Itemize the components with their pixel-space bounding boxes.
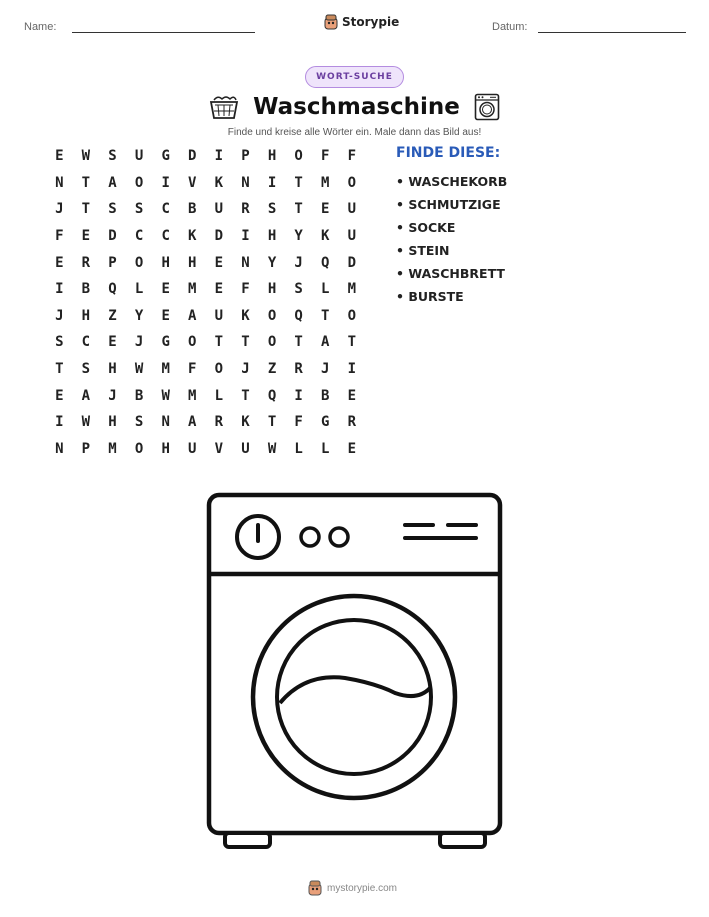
grid-cell[interactable]: I — [267, 174, 277, 191]
grid-cell[interactable]: K — [214, 174, 224, 191]
grid-cell[interactable]: O — [267, 334, 277, 351]
storypie-mascot-icon — [324, 14, 338, 30]
grid-cell[interactable]: J — [108, 387, 117, 404]
grid-cell[interactable]: B — [134, 387, 144, 404]
grid-cell[interactable]: B — [188, 201, 197, 218]
grid-cell[interactable]: W — [161, 387, 170, 404]
grid-cell[interactable]: C — [134, 228, 144, 245]
grid-cell[interactable]: J — [134, 334, 144, 351]
word-list — [396, 145, 507, 308]
grid-cell[interactable]: N — [55, 440, 64, 457]
grid-cell[interactable]: R — [214, 414, 224, 431]
grid-cell[interactable]: L — [321, 281, 330, 298]
grid-cell[interactable]: W — [267, 440, 277, 457]
grid-cell[interactable]: P — [241, 148, 250, 165]
grid-cell[interactable]: Y — [267, 254, 277, 271]
brand-name: Storypie — [342, 15, 400, 29]
grid-cell[interactable]: O — [134, 174, 144, 191]
grid-cell[interactable]: L — [321, 440, 330, 457]
grid-cell[interactable]: W — [81, 414, 91, 431]
grid-cell[interactable]: T — [81, 201, 91, 218]
grid-cell[interactable]: F — [55, 228, 64, 245]
grid-cell[interactable]: Q — [108, 281, 117, 298]
washing-machine-icon — [474, 93, 500, 121]
grid-cell[interactable]: D — [214, 228, 224, 245]
grid-cell[interactable]: U — [214, 201, 224, 218]
grid-cell[interactable]: H — [267, 281, 277, 298]
grid-cell[interactable]: U — [347, 201, 357, 218]
grid-cell[interactable]: E — [55, 254, 64, 271]
grid-cell[interactable]: A — [321, 334, 330, 351]
grid-cell[interactable]: G — [161, 148, 170, 165]
grid-cell[interactable]: Y — [294, 228, 303, 245]
grid-cell[interactable]: N — [241, 174, 250, 191]
grid-cell[interactable]: P — [108, 254, 117, 271]
grid-cell[interactable]: Q — [294, 307, 303, 324]
grid-cell[interactable]: T — [241, 387, 250, 404]
grid-cell[interactable]: A — [188, 307, 197, 324]
date-label: Datum: — [492, 21, 528, 33]
grid-cell[interactable]: R — [294, 361, 303, 378]
grid-cell[interactable]: P — [81, 440, 91, 457]
grid-cell[interactable]: H — [188, 254, 197, 271]
grid-cell[interactable]: R — [347, 414, 357, 431]
grid-cell[interactable]: O — [347, 174, 357, 191]
grid-cell[interactable]: I — [214, 148, 224, 165]
grid-cell[interactable]: O — [294, 148, 303, 165]
grid-cell[interactable]: E — [55, 148, 64, 165]
grid-cell[interactable]: M — [321, 174, 330, 191]
grid-cell[interactable]: H — [267, 148, 277, 165]
category-badge: WORT-SUCHE — [305, 66, 404, 88]
word-list-item: • SOCKE — [396, 220, 456, 235]
grid-cell[interactable]: C — [161, 228, 170, 245]
grid-cell[interactable]: F — [241, 281, 250, 298]
grid-cell[interactable]: I — [241, 228, 250, 245]
grid-cell[interactable]: H — [108, 414, 117, 431]
grid-cell[interactable]: C — [81, 334, 91, 351]
grid-cell[interactable]: N — [55, 174, 64, 191]
grid-cell[interactable]: W — [134, 361, 144, 378]
grid-cell[interactable]: I — [161, 174, 170, 191]
grid-cell[interactable]: T — [55, 361, 64, 378]
grid-cell[interactable]: E — [81, 228, 91, 245]
grid-cell[interactable]: E — [161, 281, 170, 298]
grid-cell[interactable]: L — [214, 387, 224, 404]
grid-cell[interactable]: H — [267, 228, 277, 245]
grid-cell[interactable]: N — [241, 254, 250, 271]
grid-cell[interactable]: I — [55, 281, 64, 298]
word-list-item: • WASCHBRETT — [396, 266, 505, 281]
grid-cell[interactable]: S — [267, 201, 277, 218]
grid-cell[interactable]: J — [294, 254, 303, 271]
grid-cell[interactable]: W — [81, 148, 91, 165]
footer — [308, 880, 397, 896]
grid-cell[interactable]: H — [81, 307, 91, 324]
grid-cell[interactable]: J — [241, 361, 250, 378]
date-field[interactable] — [538, 32, 686, 33]
grid-cell[interactable]: T — [294, 334, 303, 351]
grid-cell[interactable]: E — [214, 254, 224, 271]
grid-cell[interactable]: A — [108, 174, 117, 191]
grid-cell[interactable]: O — [267, 307, 277, 324]
grid-cell[interactable]: S — [108, 201, 117, 218]
grid-cell[interactable]: N — [161, 414, 170, 431]
word-list-heading: FINDE DIESE: — [396, 145, 501, 161]
footer-url[interactable]: mystorypie.com — [327, 882, 398, 894]
grid-cell[interactable]: Y — [134, 307, 144, 324]
grid-cell[interactable]: K — [241, 414, 250, 431]
brand-logo — [324, 14, 399, 30]
instructions: Finde und kreise alle Wörter ein. Male dann das Bild aus! — [227, 127, 482, 138]
grid-cell[interactable]: G — [161, 334, 170, 351]
grid-cell[interactable]: V — [214, 440, 224, 457]
grid-cell[interactable]: O — [134, 254, 144, 271]
grid-cell[interactable]: F — [347, 148, 357, 165]
name-field[interactable] — [72, 32, 255, 33]
grid-cell[interactable]: T — [267, 414, 277, 431]
grid-cell[interactable]: E — [55, 387, 64, 404]
grid-cell[interactable]: E — [347, 440, 357, 457]
grid-cell[interactable]: I — [55, 414, 64, 431]
grid-cell[interactable]: S — [294, 281, 303, 298]
grid-cell[interactable]: A — [188, 414, 197, 431]
grid-cell[interactable]: E — [161, 307, 170, 324]
storypie-mascot-icon — [308, 880, 322, 896]
word-list-item: • BURSTE — [396, 289, 464, 304]
grid-cell[interactable]: R — [241, 201, 250, 218]
grid-cell[interactable]: E — [347, 387, 357, 404]
grid-cell[interactable]: C — [161, 201, 170, 218]
grid-cell[interactable]: O — [188, 334, 197, 351]
grid-cell[interactable]: S — [81, 361, 91, 378]
grid-cell[interactable]: U — [134, 148, 144, 165]
washing-machine-illustration — [200, 488, 510, 853]
name-label: Name: — [24, 21, 57, 33]
grid-cell[interactable]: M — [161, 361, 170, 378]
word-list-item: • STEIN — [396, 243, 450, 258]
grid-cell[interactable]: Q — [321, 254, 330, 271]
grid-cell[interactable]: U — [347, 228, 357, 245]
grid-cell[interactable]: U — [214, 307, 224, 324]
grid-cell[interactable]: J — [321, 361, 330, 378]
grid-cell[interactable]: D — [347, 254, 357, 271]
grid-cell[interactable]: E — [214, 281, 224, 298]
grid-cell[interactable]: A — [81, 387, 91, 404]
grid-cell[interactable]: E — [108, 334, 117, 351]
grid-cell[interactable]: K — [241, 307, 250, 324]
grid-cell[interactable]: S — [108, 148, 117, 165]
page-title: Waschmaschine — [253, 94, 460, 120]
grid-cell[interactable]: L — [294, 440, 303, 457]
grid-cell[interactable]: L — [134, 281, 144, 298]
grid-cell[interactable]: T — [81, 174, 91, 191]
grid-cell[interactable]: T — [241, 334, 250, 351]
grid-cell[interactable]: M — [347, 281, 357, 298]
grid-cell[interactable]: O — [214, 361, 224, 378]
grid-cell[interactable]: S — [55, 334, 64, 351]
grid-cell[interactable]: M — [188, 387, 197, 404]
grid-cell[interactable]: T — [321, 307, 330, 324]
laundry-basket-icon — [209, 94, 239, 120]
grid-cell[interactable]: I — [294, 387, 303, 404]
grid-cell[interactable]: H — [108, 361, 117, 378]
grid-cell[interactable]: M — [108, 440, 117, 457]
grid-cell[interactable]: B — [81, 281, 91, 298]
grid-cell[interactable]: O — [347, 307, 357, 324]
grid-cell[interactable]: D — [188, 148, 197, 165]
grid-cell[interactable]: Z — [108, 307, 117, 324]
grid-cell[interactable]: U — [241, 440, 250, 457]
grid-cell[interactable]: S — [134, 414, 144, 431]
grid-cell[interactable]: K — [188, 228, 197, 245]
grid-cell[interactable]: M — [188, 281, 197, 298]
grid-cell[interactable]: F — [294, 414, 303, 431]
grid-cell[interactable]: T — [294, 174, 303, 191]
grid-cell[interactable]: H — [161, 440, 170, 457]
grid-cell[interactable]: O — [134, 440, 144, 457]
grid-cell[interactable]: B — [321, 387, 330, 404]
grid-cell[interactable]: E — [321, 201, 330, 218]
grid-cell[interactable]: G — [321, 414, 330, 431]
grid-cell[interactable]: T — [294, 201, 303, 218]
grid-cell[interactable]: Z — [267, 361, 277, 378]
word-list-item: • WASCHEKORB — [396, 174, 508, 189]
grid-cell[interactable]: F — [321, 148, 330, 165]
grid-cell[interactable]: H — [161, 254, 170, 271]
grid-cell[interactable]: S — [134, 201, 144, 218]
grid-cell[interactable]: R — [81, 254, 91, 271]
grid-cell[interactable]: U — [188, 440, 197, 457]
grid-cell[interactable]: J — [55, 201, 64, 218]
word-search-grid — [46, 143, 365, 462]
grid-cell[interactable]: D — [108, 228, 117, 245]
grid-cell[interactable]: J — [55, 307, 64, 324]
grid-cell[interactable]: K — [321, 228, 330, 245]
grid-cell[interactable]: Q — [267, 387, 277, 404]
grid-cell[interactable]: V — [188, 174, 197, 191]
word-list-item: • SCHMUTZIGE — [396, 197, 501, 212]
grid-cell[interactable]: I — [347, 361, 357, 378]
grid-cell[interactable]: F — [188, 361, 197, 378]
grid-cell[interactable]: T — [214, 334, 224, 351]
grid-cell[interactable]: T — [347, 334, 357, 351]
